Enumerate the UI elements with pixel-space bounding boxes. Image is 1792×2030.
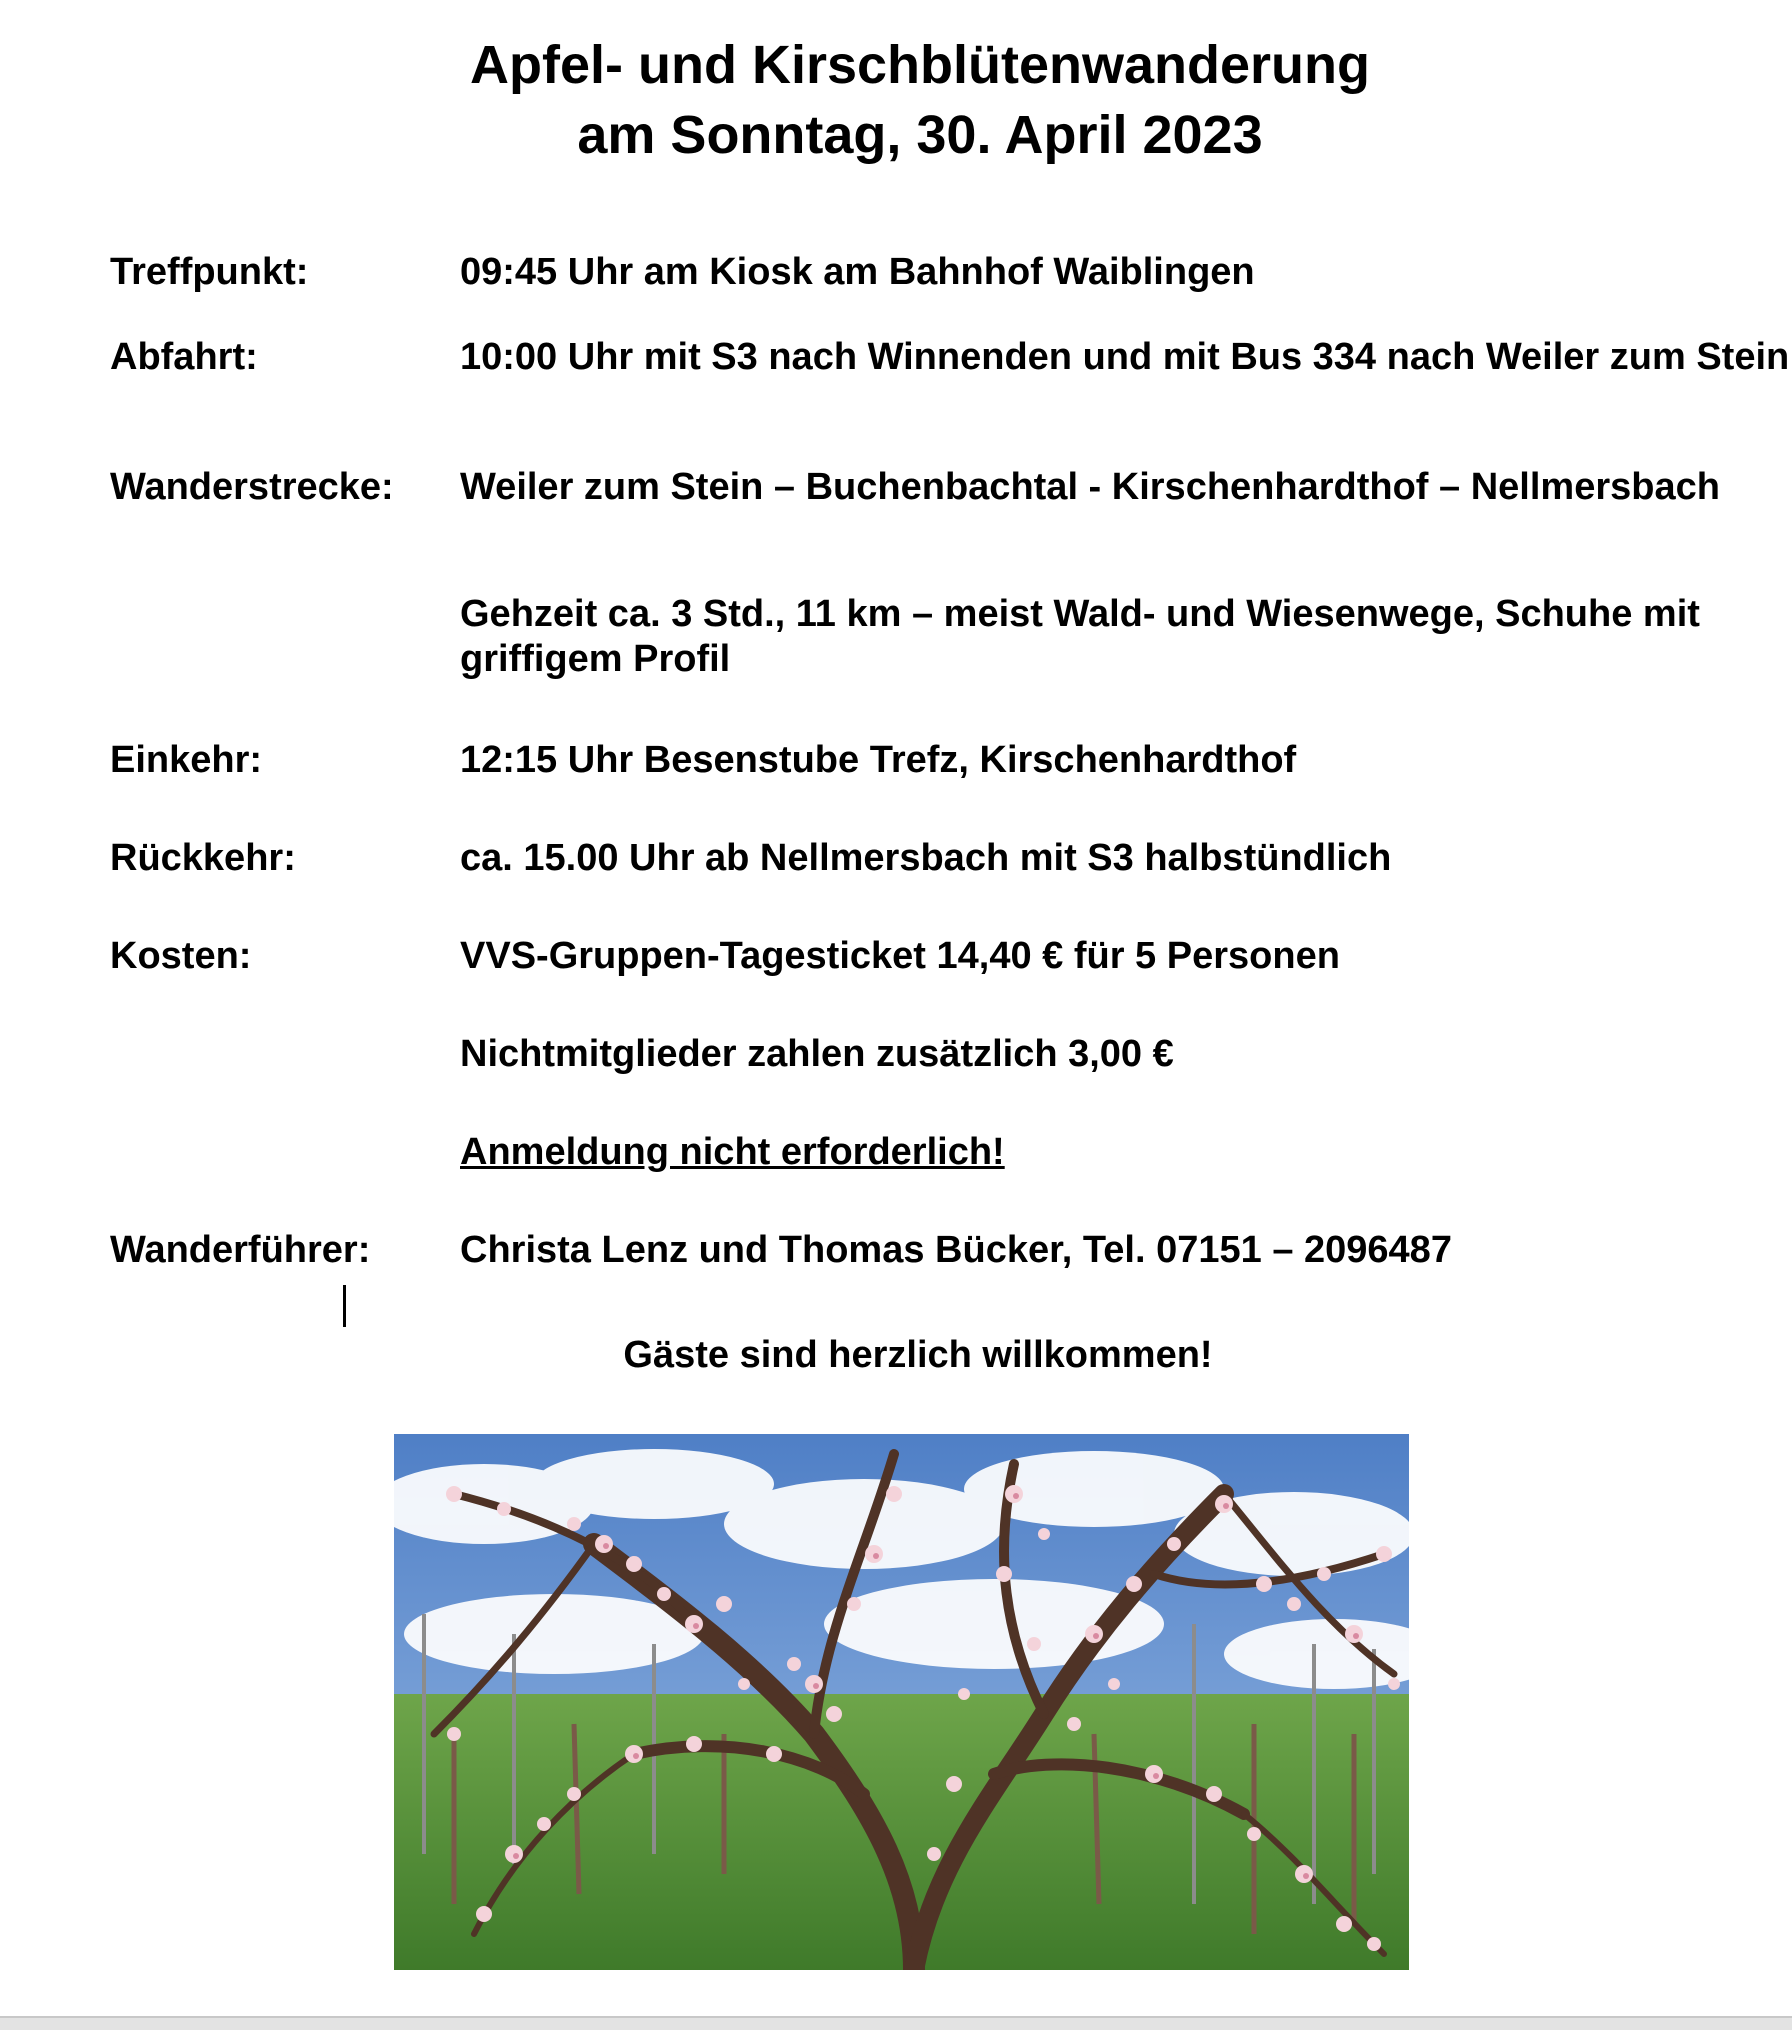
value-wanderstrecke-route: Weiler zum Stein – Buchenbachtal - Kirschenhardthof – Nellmersbach (460, 466, 1720, 508)
label-wanderstrecke: Wanderstrecke: (110, 466, 394, 508)
value-abfahrt: 10:00 Uhr mit S3 nach Winnenden und mit Bus 334 nach Weiler zum Stein (460, 336, 1790, 378)
label-einkehr: Einkehr: (110, 739, 263, 781)
label-wanderfuehrer: Wanderführer: (110, 1229, 371, 1271)
title-line-2: am Sonntag, 30. April 2023 (577, 105, 1263, 165)
window-bottom-edge (0, 2016, 1792, 2030)
value-kosten-ticket: VVS-Gruppen-Tagesticket 14,40 € für 5 Personen (460, 935, 1340, 977)
value-wanderstrecke-gehzeit: Gehzeit ca. 3 Std., 11 km – meist Wald- und Wiesenwege, Schuhe mit griffigem Profil (460, 593, 1700, 680)
label-kosten: Kosten: (110, 935, 252, 977)
blossom-photo (394, 1434, 1409, 1970)
label-abfahrt: Abfahrt: (110, 336, 258, 378)
value-anmeldung-hinweis: Anmeldung nicht erforderlich! (460, 1131, 1005, 1173)
value-rueckkehr: ca. 15.00 Uhr ab Nellmersbach mit S3 halbstündlich (460, 837, 1392, 879)
value-wanderfuehrer: Christa Lenz und Thomas Bücker, Tel. 07151 – 2096487 (460, 1229, 1452, 1271)
text-cursor (343, 1285, 346, 1327)
label-rueckkehr: Rückkehr: (110, 837, 296, 879)
title-line-1: Apfel- und Kirschblütenwanderung (470, 35, 1370, 95)
label-treffpunkt: Treffpunkt: (110, 251, 309, 293)
document-title (0, 30, 1792, 170)
value-kosten-nichtmitglieder: Nichtmitglieder zahlen zusätzlich 3,00 € (460, 1033, 1174, 1075)
value-einkehr: 12:15 Uhr Besenstube Trefz, Kirschenhardthof (460, 739, 1297, 781)
welcome-text: Gäste sind herzlich willkommen! (623, 1334, 1213, 1376)
value-treffpunkt: 09:45 Uhr am Kiosk am Bahnhof Waiblingen (460, 251, 1255, 293)
